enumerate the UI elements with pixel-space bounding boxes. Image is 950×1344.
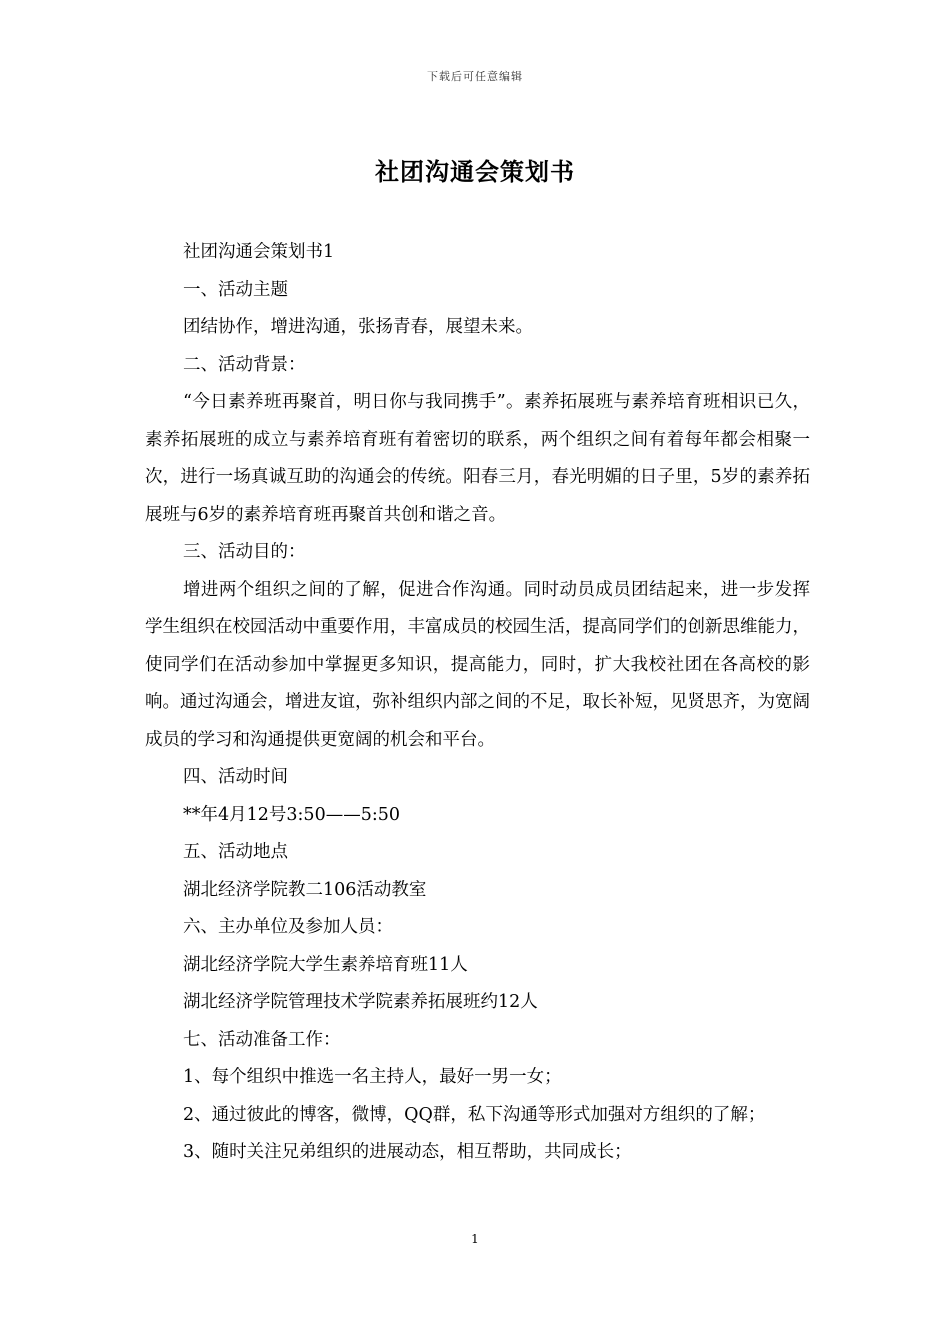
header-note: 下载后可任意编辑 (427, 70, 523, 83)
paragraph-preparation-2: 2、通过彼此的博客，微博，QQ群，私下沟通等形式加强对方组织的了解； (183, 1104, 766, 1125)
heading-theme: 一、活动主题 (183, 279, 288, 300)
paragraph-subtitle: 社团沟通会策划书1 (183, 242, 335, 262)
heading-location: 五、活动地点 (183, 842, 288, 862)
paragraph-organizer-1: 湖北经济学院大学生素养培育班11人 (183, 954, 468, 975)
heading-purpose: 三、活动目的： (183, 542, 306, 562)
paragraph-preparation-3: 3、随时关注兄弟组织的进展动态，相互帮助，共同成长； (183, 1142, 632, 1162)
paragraph-preparation-1: 1、每个组织中推选一名主持人，最好一男一女； (183, 1067, 562, 1087)
heading-background: 二、活动背景： (183, 354, 306, 375)
paragraph-purpose: 增进两个组织之间的了解，促进合作沟通。同时动员成员团结起来，进一步发挥学生组织在校园活动中重要作用，丰富成员的校园生活，提高同学们的创新思维能力，使同学们在活动参加中掌握更多知识，提高能力，同时，扩大我校社团在各高校的影响。通过沟通会，增进友谊，弥补组织内部之间的不足，取长补短，见贤思齐，为宽阔成员的学习和沟通提供更宽阔的机会和平台。 (145, 579, 810, 750)
paragraph-location: 湖北经济学院教二106活动教室 (183, 879, 427, 900)
heading-preparation: 七、活动准备工作： (183, 1029, 341, 1050)
paragraph-time: **年4月12号3:50——5:50 (183, 804, 400, 825)
document-body (145, 234, 810, 1172)
paragraph-organizer-2: 湖北经济学院管理技术学院素养拓展班约12人 (183, 992, 538, 1012)
paragraph-background: “今日素养班再聚首，明日你与我同携手”。素养拓展班与素养培育班相识已久，素养拓展班的成立与素养培育班有着密切的联系，两个组织之间有着每年都会相聚一次，进行一场真诚互助的沟通会的传统。阳春三月，春光明媚的日子里，5岁的素养拓展班与6岁的素养培育班再聚首共创和谐之音。 (145, 392, 810, 525)
heading-time: 四、活动时间 (183, 767, 288, 787)
document-title: 社团沟通会策划书 (375, 157, 575, 186)
paragraph-theme: 团结协作，增进沟通，张扬青春，展望未来。 (183, 317, 533, 337)
heading-organizers: 六、主办单位及参加人员： (183, 917, 393, 937)
page-number: 1 (471, 1232, 479, 1246)
